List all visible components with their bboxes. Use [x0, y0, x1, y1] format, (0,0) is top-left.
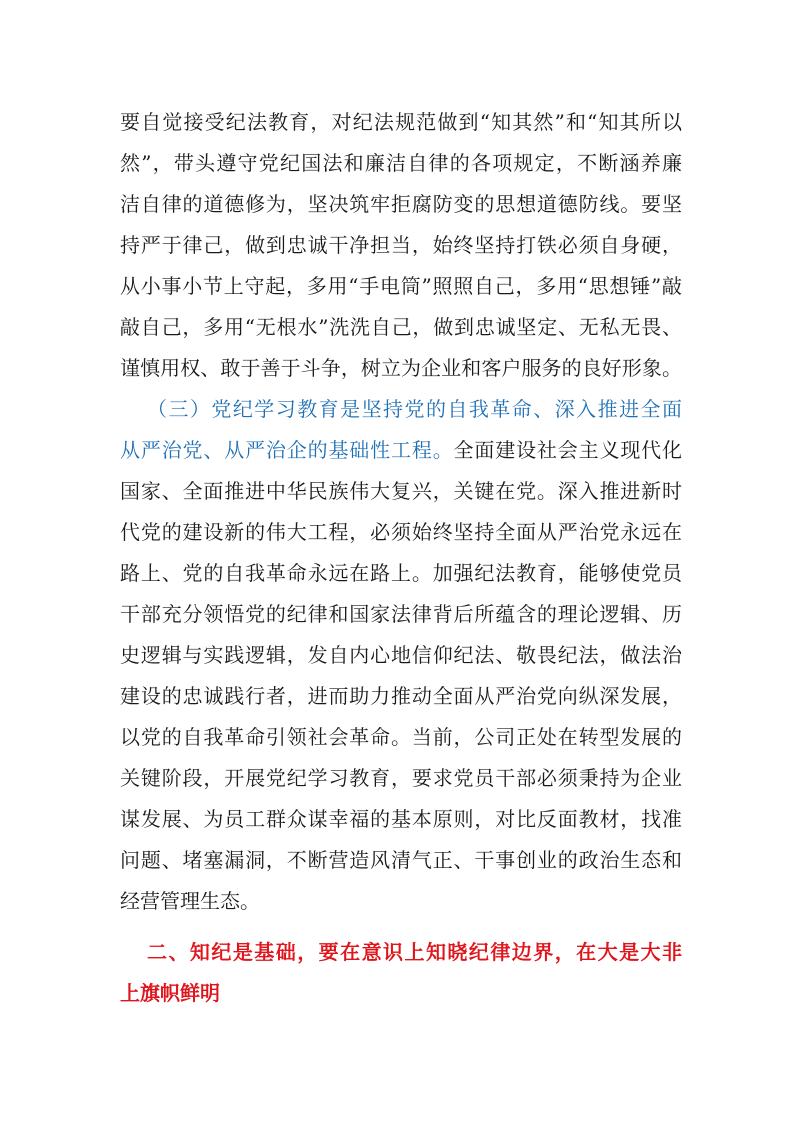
paragraph-line: 国家、全面推进中华民族伟大复兴，关键在党。深入推进新时 [120, 479, 682, 503]
paragraph-line: 问题、堵塞漏洞，不断营造风清气正、干事创业的政治生态和 [120, 848, 682, 872]
subheading-text: （三）党纪学习教育是坚持党的自我革命、深入推进全面 [147, 397, 682, 421]
paragraph-line: 经营管理生态。 [120, 889, 260, 913]
paragraph-line: 以党的自我革命引领社会革命。当前，公司正处在转型发展的 [120, 725, 682, 749]
paragraph-line: 谋发展、为员工群众谋幸福的基本原则，对比反面教材，找准 [120, 807, 682, 831]
paragraph-2 [120, 389, 682, 922]
paragraph-line: 敲自己，多用“无根水”洗洗自己，做到忠诚坚定、无私无畏、 [120, 315, 682, 339]
paragraph-line: 关键阶段，开展党纪学习教育，要求党员干部必须秉持为企业 [120, 766, 682, 790]
paragraph-text: 全面建设社会主义现代化 [453, 438, 682, 462]
subheading-text: 从严治党、从严治企的基础性工程。 [120, 438, 454, 462]
paragraph-line: 干部充分领悟党的纪律和国家法律背后所蕴含的理论逻辑、历 [120, 602, 682, 626]
paragraph-1 [120, 102, 682, 389]
paragraph-line: 谨慎用权、敢于善于斗争，树立为企业和客户服务的良好形象。 [120, 356, 682, 380]
paragraph-line: 要自觉接受纪法教育，对纪法规范做到“知其然”和“知其所以 [120, 110, 682, 134]
heading-line: 二、知纪是基础，要在意识上知晓纪律边界，在大是大非 [147, 940, 682, 964]
section-heading [120, 932, 682, 1014]
paragraph-line: 路上、党的自我革命永远在路上。加强纪法教育，能够使党员 [120, 561, 682, 585]
paragraph-line: 洁自律的道德修为，坚决筑牢拒腐防变的思想道德防线。要坚 [120, 192, 682, 216]
paragraph-line: 持严于律己，做到忠诚干净担当，始终坚持打铁必须自身硬， [120, 233, 682, 257]
paragraph-line [120, 430, 682, 471]
paragraph-line: 代党的建设新的伟大工程，必须始终坚持全面从严治党永远在 [120, 520, 682, 544]
paragraph-line: 然”，带头遵守党纪国法和廉洁自律的各项规定，不断涵养廉 [120, 151, 682, 175]
paragraph-line: 从小事小节上守起，多用“手电筒”照照自己，多用“思想锤”敲 [120, 274, 682, 298]
subheading-line [120, 389, 682, 430]
heading-line: 上旗帜鲜明 [120, 981, 220, 1005]
paragraph-line: 史逻辑与实践逻辑，发自内心地信仰纪法、敬畏纪法，做法治 [120, 643, 682, 667]
paragraph-line: 建设的忠诚践行者，进而助力推动全面从严治党向纵深发展， [120, 684, 682, 708]
